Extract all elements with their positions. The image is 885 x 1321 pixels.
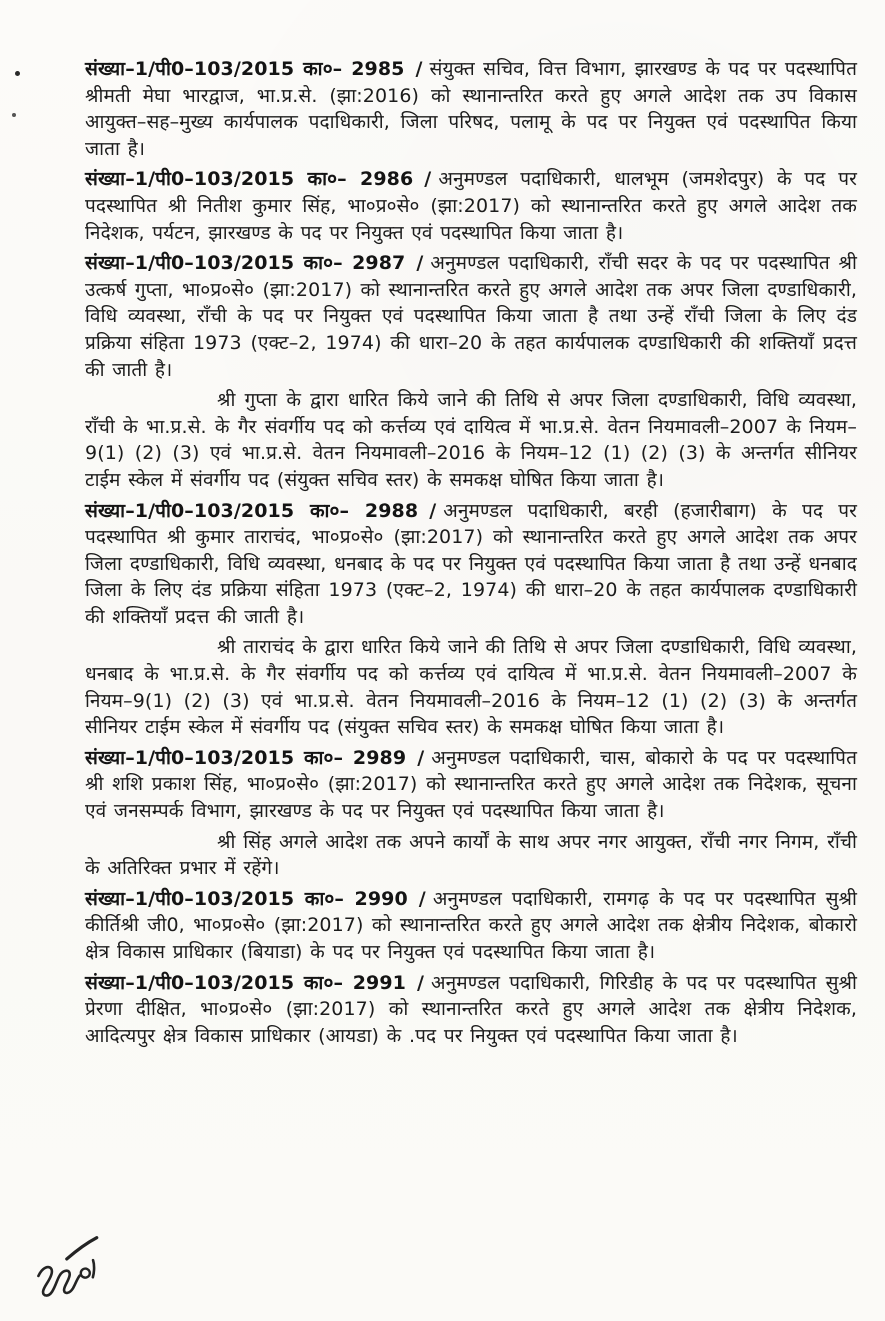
note-body: श्री गुप्ता के द्वारा धारित किये जाने की तिथि से अपर जिला दण्डाधिकारी, विधि व्यवस्था, राँची के भा.प्र.से. के गैर संवर्गीय पद को कर्त्तव्य एवं दायित्व में भा.प्र.से. वेतन नियमावली–2007 के नियम–9(1) (2) (3) एवं भा.प्र.से. वेतन नियमावली–2016 के नियम–12 (1) (2) (3) के अन्तर्गत सीनियर टाईम स्केल में संवर्गीय पद (संयुक्त सचिव स्तर) के समकक्ष घोषित किया जाता है। (85, 389, 857, 491)
order-paragraph-2985 (85, 56, 857, 162)
scan-speck (12, 113, 16, 117)
order-number: संख्या–1/पी0–103/2015 का०– 2991 (85, 971, 406, 994)
order-body: अनुमण्डल पदाधिकारी, चास, बोकारो के पद पर पदस्थापित श्री शशि प्रकाश सिंह, भा०प्र०से० (झा:2017) को स्थानान्तरित करते हुए अगले आदेश तक निदेशक, सूचना एवं जनसम्पर्क विभाग, झारखण्ड के पद पर नियुक्त एवं पदस्थापित किया जाता है। (85, 746, 858, 823)
order-paragraph-2990 (85, 886, 857, 966)
order-paragraph-2986 (85, 166, 857, 246)
order-separator: / (429, 499, 437, 522)
order-number: संख्या–1/पी0–103/2015 का०– 2988 (85, 499, 419, 522)
scan-speck (15, 71, 20, 76)
order-paragraph-2988 (85, 498, 857, 631)
order-paragraph-2987 (85, 250, 857, 383)
order-body: अनुमण्डल पदाधिकारी, राँची सदर के पद पर पदस्थापित श्री उत्कर्ष गुप्ता, भा०प्र०से० (झा:2017) को स्थानान्तरित करते हुए अगले आदेश तक अपर जिला दण्डाधिकारी, विधि व्यवस्था, राँची के पद पर नियुक्त एवं पदस्थापित किया जाता है तथा उन्हें राँची जिला के लिए दंड प्रक्रिया संहिता 1973 (एक्ट–2, 1974) की धारा–20 के तहत कार्यपालक दण्डाधिकारी की शक्तियाँ प्रदत्त की जाती है। (85, 252, 858, 381)
order-body: अनुमण्डल पदाधिकारी, बरही (हजारीबाग) के पद पर पदस्थापित श्री कुमार ताराचंद, भा०प्र०से० (झा:2017) को स्थानान्तरित करते हुए अगले आदेश तक अपर जिला दण्डाधिकारी, विधि व्यवस्था, धनबाद के पद पर नियुक्त एवं पदस्थापित किया जाता है तथा उन्हें धनबाद जिला के लिए दंड प्रक्रिया संहिता 1973 (एक्ट–2, 1974) की धारा–20 के तहत कार्यपालक दण्डाधिकारी की शक्तियाँ प्रदत्त की जाती है। (85, 499, 857, 628)
order-text-block (85, 56, 857, 1053)
order-number: संख्या–1/पी0–103/2015 का०– 2990 (85, 887, 408, 910)
order-paragraph-2991 (85, 970, 857, 1050)
order-separator: / (417, 746, 425, 769)
note-paragraph-tarachand (85, 634, 857, 740)
note-body: श्री ताराचंद के द्वारा धारित किये जाने की तिथि से अपर जिला दण्डाधिकारी, विधि व्यवस्था, धनबाद के भा.प्र.से. के गैर संवर्गीय पद को कर्त्तव्य एवं दायित्व में भा.प्र.से. वेतन नियमावली–2007 के नियम–9(1) (2) (3) एवं भा.प्र.से. वेतन नियमावली–2016 के नियम–12 (1) (2) (3) के अन्तर्गत सीनियर टाईम स्केल में संवर्गीय पद (संयुक्त सचिव स्तर) के समकक्ष घोषित किया जाता है। (85, 636, 857, 739)
order-number: संख्या–1/पी0–103/2015 का०– 2985 (85, 58, 405, 80)
order-body: अनुमण्डल पदाधिकारी, धालभूम (जमशेदपुर) के पद पर पदस्थापित श्री नितीश कुमार सिंह, भा०प्र०से० (झा:2017) को स्थानान्तरित करते हुए अगले आदेश तक निदेशक, पर्यटन, झारखण्ड के पद पर नियुक्त एवं पदस्थापित किया जाता है। (85, 168, 857, 244)
order-number: संख्या–1/पी0–103/2015 का०– 2987 (85, 252, 406, 275)
order-paragraph-2989 (85, 745, 857, 825)
order-body: अनुमण्डल पदाधिकारी, गिरिडीह के पद पर पदस्थापित सुश्री प्रेरणा दीक्षित, भा०प्र०से० (झा:2017) को स्थानान्तरित करते हुए अगले आदेश तक क्षेत्रीय निदेशक, आदित्यपुर क्षेत्र विकास प्राधिकार (आयडा) के .पद पर नियुक्त एवं पदस्थापित किया जाता है। (85, 971, 858, 1047)
order-separator: / (416, 252, 424, 275)
order-separator: / (415, 58, 423, 80)
note-body: श्री सिंह अगले आदेश तक अपने कार्यों के साथ अपर नगर आयुक्त, राँची नगर निगम, राँची के अतिरिक्त प्रभार में रहेंगे। (85, 830, 857, 880)
note-paragraph-singh (85, 829, 857, 882)
order-separator: / (418, 887, 426, 910)
order-body: अनुमण्डल पदाधिकारी, रामगढ़ के पद पर पदस्थापित सुश्री कीर्तिश्री जी0, भा०प्र०से० (झा:2017) को स्थानान्तरित करते हुए अगले आदेश तक क्षेत्रीय निदेशक, बोकारो क्षेत्र विकास प्राधिकार (बियाडा) के पद पर नियुक्त एवं पदस्थापित किया जाता है। (85, 887, 857, 963)
order-number: संख्या–1/पी0–103/2015 का०– 2986 (85, 168, 414, 191)
note-paragraph-gupta (85, 387, 857, 493)
order-separator: / (424, 168, 432, 191)
order-body: संयुक्त सचिव, वित्त विभाग, झारखण्ड के पद पर पदस्थापित श्रीमती मेघा भारद्वाज, भा.प्र.से. (झा:2016) को स्थानान्तरित करते हुए अगले आदेश तक उप विकास आयुक्त–सह–मुख्य कार्यपालक पदाधिकारी, जिला परिषद, पलामू के पद पर नियुक्त एवं पदस्थापित किया जाता है। (85, 58, 857, 160)
order-separator: / (417, 971, 425, 994)
signature-scribble (24, 1223, 128, 1317)
order-number: संख्या–1/पी0–103/2015 का०– 2989 (85, 746, 407, 769)
